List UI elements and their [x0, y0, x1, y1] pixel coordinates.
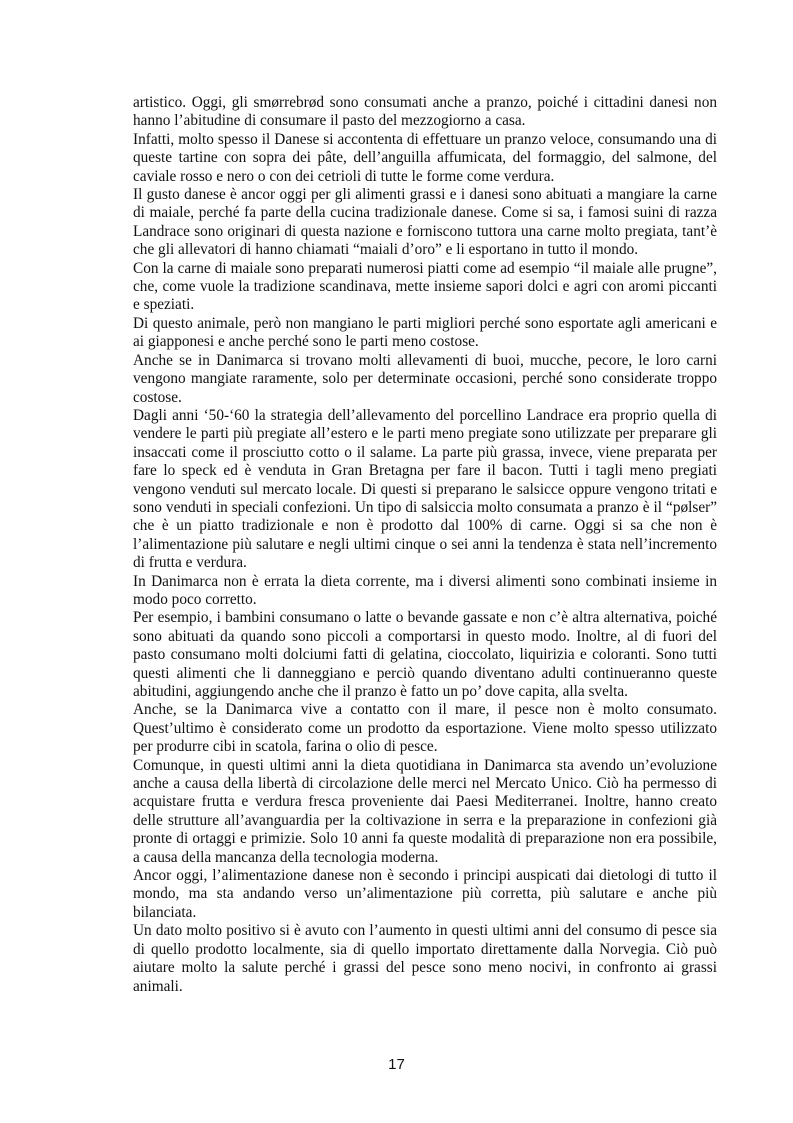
document-body	[133, 94, 717, 996]
paragraph: Infatti, molto spesso il Danese si accontenta di effettuare un pranzo veloce, consumando una di queste tartine con sopra dei pâte, dell’anguilla affumicata, del formaggio, del salmone, del caviale rosso e nero o con dei cetrioli di tutte le forme come verdura.	[133, 130, 717, 185]
paragraph: Anche, se la Danimarca vive a contatto con il mare, il pesce non è molto consumato. Quest’ultimo è considerato come un prodotto da esportazione. Viene molto spesso utilizzato per produrre cibi in scatola, farina o olio di pesce.	[133, 701, 717, 756]
paragraph: In Danimarca non è errata la dieta corrente, ma i diversi alimenti sono combinati insieme in modo poco corretto.	[133, 572, 717, 608]
paragraph: Ancor oggi, l’alimentazione danese non è secondo i principi auspicati dai dietologi di tutto il mondo, ma sta andando verso un’alimentazione più corretta, più salutare e anche più bilanciata.	[133, 867, 717, 921]
paragraph: Anche se in Danimarca si trovano molti allevamenti di buoi, mucche, pecore, le loro carni vengono mangiate raramente, solo per determinate occasioni, perché sono considerate troppo costose.	[133, 351, 717, 406]
paragraph: Comunque, in questi ultimi anni la dieta quotidiana in Danimarca sta avendo un’evoluzione anche a causa della libertà di circolazione delle merci nel Mercato Unico. Ciò ha permesso di acquistare frutta e verdura fresca proveniente dai Paesi Mediterranei. Inoltre, hanno creato delle strutture all’avanguardia per la coltivazione in serra e la preparazione in confezioni già pronte di ortaggi e primizie. Solo 10 anni fa queste modalità di preparazione non era possibile, a causa della mancanza della tecnologia moderna.	[133, 756, 717, 866]
paragraph: Per esempio, i bambini consumano o latte o bevande gassate e non c’è altra alternativa, poiché sono abituati da quando sono piccoli a comportarsi in questo modo. Inoltre, al di fuori del pasto consumano molti dolciumi fatti di gelatina, cioccolato, liquirizia e coloranti. Sono tutti questi alimenti che li danneggiano e perciò quando diventano adulti continueranno queste abitudini, aggiungendo anche che il pranzo è fatto un po’ dove capita, alla svelta.	[133, 609, 717, 700]
paragraph: Dagli anni ‘50-‘60 la strategia dell’allevamento del porcellino Landrace era proprio quella di vendere le parti più pregiate all’estero e le parti meno pregiate sono utilizzate per preparare gli insaccati come il prosciutto cotto o il salame. La parte più grassa, invece, viene preparata per fare lo speck ed è venduta in Gran Bretagna per fare il bacon. Tutti i tagli meno pregiati vengono venduti sul mercato locale. Di questi si preparano le salsicce oppure vengono tritati e sono venduti in speciali confezioni. Un tipo di salsiccia molto consumata a pranzo è il “pølser” che è un piatto tradizionale e non è prodotto dal 100% di carne. Oggi si sa che non è l’alimentazione più salutare e negli ultimi cinque o sei anni la tendenza è stata nell’incremento di frutta e verdura.	[133, 406, 717, 572]
page-number: 17	[388, 1056, 405, 1073]
paragraph: artistico. Oggi, gli smørrebrød sono consumati anche a pranzo, poiché i cittadini danesi non hanno l’abitudine di consumare il pasto del mezzogiorno a casa.	[133, 94, 717, 130]
paragraph: Di questo animale, però non mangiano le parti migliori perché sono esportate agli americani e ai giapponesi e anche perché sono le parti meno costose.	[133, 314, 717, 351]
paragraph: Il gusto danese è ancor oggi per gli alimenti grassi e i danesi sono abituati a mangiare la carne di maiale, perché fa parte della cucina tradizionale danese. Come si sa, i famosi suini di razza Landrace sono originari di questa nazione e forniscono tuttora una carne molto pregiata, tant’è che gli allevatori di hanno chiamati “maiali d’oro” e li esportano in tutto il mondo.	[133, 186, 717, 259]
paragraph: Con la carne di maiale sono preparati numerosi piatti come ad esempio “il maiale alle prugne”, che, come vuole la tradizione scandinava, mette insieme sapori dolci e agri con aromi piccanti e speziati.	[133, 259, 717, 314]
paragraph: Un dato molto positivo si è avuto con l’aumento in questi ultimi anni del consumo di pesce sia di quello prodotto localmente, sia di quello importato direttamente dalla Norvegia. Ciò può aiutare molto la salute perché i grassi del pesce sono meno nocivi, in confronto ai grassi animali.	[133, 922, 717, 995]
